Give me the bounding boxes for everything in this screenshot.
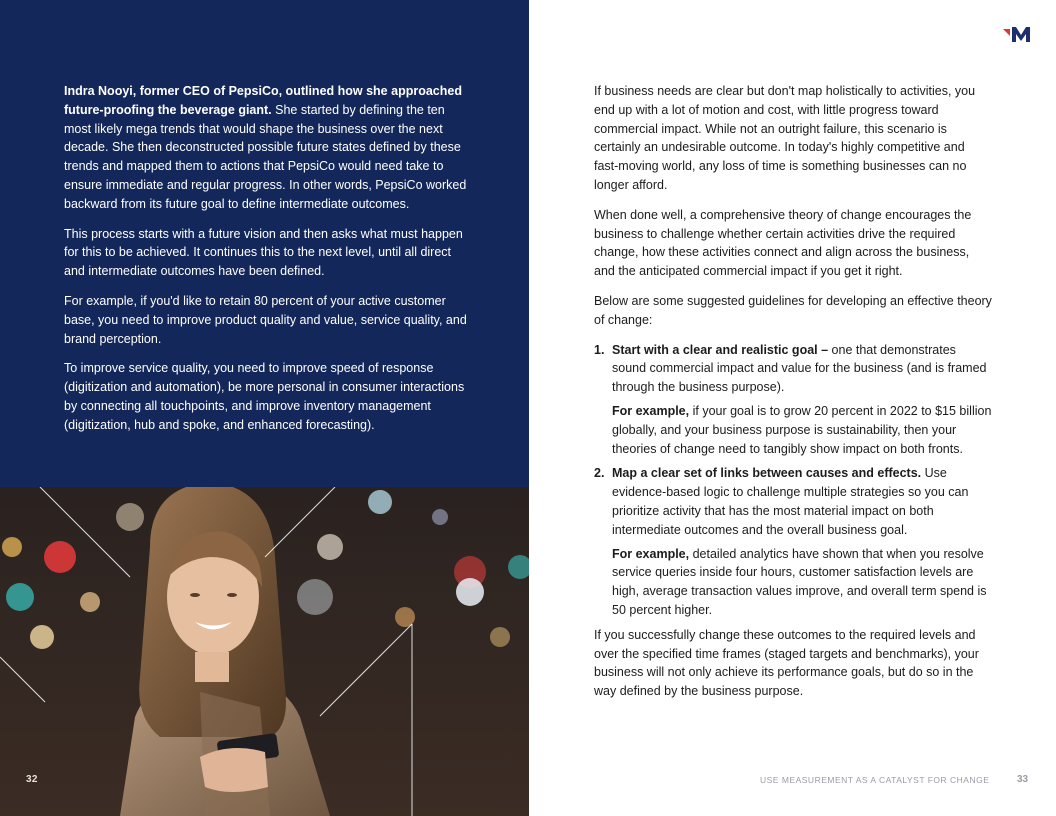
list-item-body: one that demonstrates sound commercial impact and value for the business (and is framed through the business purpose). [612,342,987,395]
list-number: 1. [594,342,605,357]
right-page [529,0,1056,816]
list-item-text [612,341,992,397]
list-item [594,464,992,619]
photo-illustration [0,487,529,816]
right-paragraph-1: If business needs are clear but don't map holistically to activities, you end up with a lot of motion and cost, with little progress toward commercial impact. While not an outright failure, this scenario is certainly an undesirable outcome. In today's highly competitive and fast-moving world, any loss of time is something businesses can no longer afford. [594,84,976,192]
page-number-right: 33 [1017,774,1029,785]
right-paragraph-4: If you successfully change these outcomes to the required levels and over the specified time frames (staged targets and benchmarks), your business will not only achieve its performance goals, but do so in the way defined by the business purpose. [594,627,979,699]
list-number: 2. [594,466,605,481]
list-item-example [612,402,992,458]
list-item [594,341,992,459]
m-logo-icon [1003,24,1033,44]
left-paragraph-4: To improve service quality, you need to improve speed of response (digitization and automation), be more personal in consumer interactions by connecting all touchpoints, and improve inventory management (digitization, hub and spoke, and enhanced forecasting). [64,361,465,432]
right-paragraph-3: Below are some suggested guidelines for developing an effective theory of change: [594,293,992,327]
list-item-lead: Map a clear set of links between causes and effects. [612,466,922,481]
list-item-body: Use evidence-based logic to challenge multiple strategies so you can prioritize activity that has the most material impact on both intermediate outcomes and the overall business goal. [612,466,969,537]
list-item-example [612,545,992,620]
example-lead: For example, [612,403,690,418]
page-number-left: 32 [26,774,38,785]
left-paragraph-1-body: She started by defining the ten most likely mega trends that would shape the business over the next decade. She then deconstructed possible future states defined by these trends and mapped them to actions that PepsiCo would need take to ensure immediate and regular progress. In other words, PepsiCo worked backward from its future goal to define intermediate outcomes. [64,102,467,211]
left-paragraph-1-lead: Indra Nooyi, former CEO of PepsiCo, outlined how she approached future-proofing the beverage giant. [64,84,462,117]
list-item-text [612,464,992,539]
example-body: detailed analytics have shown that when you resolve service queries inside four hours, customer satisfaction levels are high, average transaction values improve, and overall term spend is 50 percent higher. [612,546,987,617]
left-paragraph-1 [64,82,469,214]
example-lead: For example, [612,546,690,561]
left-paragraph-2: This process starts with a future vision and then asks what must happen for this to be achieved. It continues this to the next level, until all direct and intermediate outcomes have been defined. [64,226,463,279]
example-body: if your goal is to grow 20 percent in 2022 to $15 billion globally, and your business purpose is sustainability, then your theories of change need to tangibly show impact on both fronts. [612,403,992,456]
left-body-text [64,82,469,446]
left-paragraph-3: For example, if you'd like to retain 80 percent of your active customer base, you need to improve product quality and value, service quality, and brand perception. [64,293,467,346]
list-item-lead: Start with a clear and realistic goal – [612,342,829,357]
footer-section-title: USE MEASUREMENT AS A CATALYST FOR CHANGE [760,775,990,785]
guidelines-list [594,341,992,620]
woman-with-phone-photo [0,487,529,816]
right-body-text [594,82,992,712]
right-paragraph-2: When done well, a comprehensive theory of change encourages the business to challenge whether certain activities drive the required change, how these activities connect and align across the business, and the anticipated commercial impact if you get it right. [594,207,972,279]
